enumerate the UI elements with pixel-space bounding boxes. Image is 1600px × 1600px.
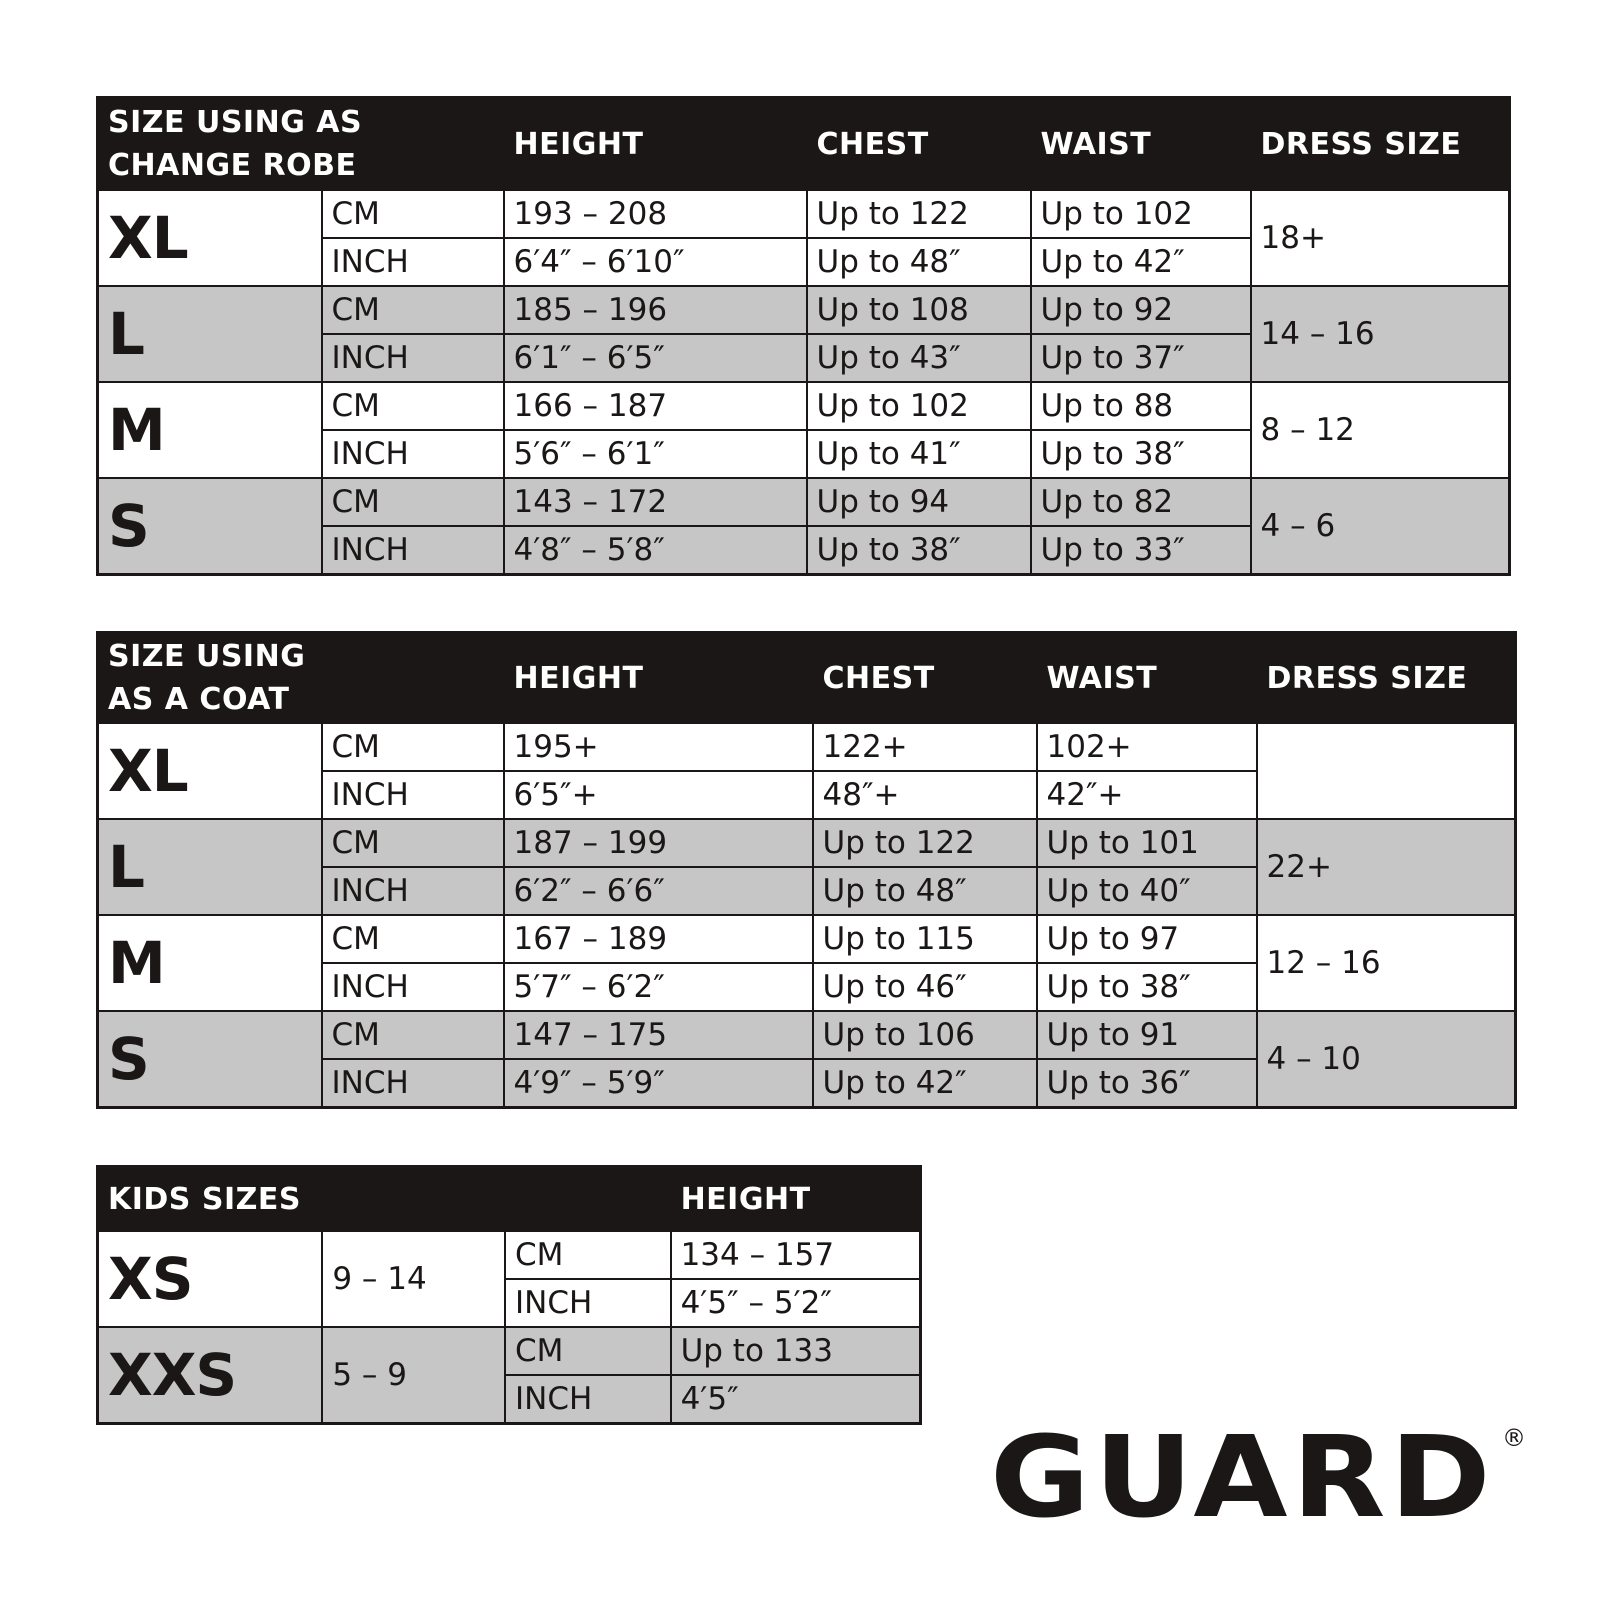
height-cell: 187 – 199 xyxy=(504,819,813,867)
robe-chest-header: CHEST xyxy=(807,98,1031,191)
height-cell: 167 – 189 xyxy=(504,915,813,963)
dress-size-cell: 22+ xyxy=(1257,819,1516,915)
coat-waist-header: WAIST xyxy=(1037,633,1257,724)
kids-unit-header xyxy=(505,1167,671,1232)
height-cell: 166 – 187 xyxy=(504,382,807,430)
table-row xyxy=(98,478,1510,526)
waist-cell: Up to 36″ xyxy=(1037,1059,1257,1108)
kids-sizes-header: KIDS SIZES xyxy=(98,1167,505,1232)
coat-height-header: HEIGHT xyxy=(504,633,813,724)
size-label: XXS xyxy=(98,1327,323,1424)
height-cell: 6′5″+ xyxy=(504,771,813,819)
size-label: XL xyxy=(98,723,322,819)
unit-cell: INCH xyxy=(322,1059,504,1108)
table-header-row xyxy=(98,98,1510,191)
age-cell: 5 – 9 xyxy=(322,1327,505,1424)
chest-cell: Up to 38″ xyxy=(807,526,1031,575)
height-cell: 6′1″ – 6′5″ xyxy=(504,334,807,382)
size-label: XL xyxy=(98,190,322,286)
waist-cell: Up to 97 xyxy=(1037,915,1257,963)
height-cell: 6′2″ – 6′6″ xyxy=(504,867,813,915)
waist-cell: Up to 88 xyxy=(1031,382,1251,430)
unit-cell: INCH xyxy=(322,867,504,915)
size-label: M xyxy=(98,382,322,478)
size-label: L xyxy=(98,819,322,915)
waist-cell: Up to 40″ xyxy=(1037,867,1257,915)
table-row xyxy=(98,915,1516,963)
unit-cell: CM xyxy=(505,1231,671,1279)
table-header-row xyxy=(98,633,1516,724)
guard-logo xyxy=(990,1420,1530,1530)
chest-cell: Up to 42″ xyxy=(813,1059,1037,1108)
age-cell: 9 – 14 xyxy=(322,1231,505,1327)
chest-cell: 48″+ xyxy=(813,771,1037,819)
waist-cell: Up to 37″ xyxy=(1031,334,1251,382)
height-cell: 6′4″ – 6′10″ xyxy=(504,238,807,286)
unit-cell: CM xyxy=(322,382,504,430)
unit-cell: CM xyxy=(322,915,504,963)
height-cell: 193 – 208 xyxy=(504,190,807,238)
waist-cell: 42″+ xyxy=(1037,771,1257,819)
unit-cell: CM xyxy=(322,819,504,867)
unit-cell: INCH xyxy=(322,771,504,819)
dress-size-cell: 8 – 12 xyxy=(1251,382,1510,478)
logo-wordmark: GUARD xyxy=(990,1420,1495,1530)
robe-dress-size-header: DRESS SIZE xyxy=(1251,98,1510,191)
dress-size-cell: 18+ xyxy=(1251,190,1510,286)
unit-cell: INCH xyxy=(322,526,504,575)
waist-cell: Up to 92 xyxy=(1031,286,1251,334)
table-row xyxy=(98,382,1510,430)
size-label: M xyxy=(98,915,322,1011)
unit-cell: CM xyxy=(322,286,504,334)
chest-cell: Up to 122 xyxy=(813,819,1037,867)
height-cell: 4′5″ – 5′2″ xyxy=(671,1279,921,1327)
unit-cell: INCH xyxy=(322,238,504,286)
height-cell: 4′9″ – 5′9″ xyxy=(504,1059,813,1108)
height-cell: 195+ xyxy=(504,723,813,771)
chest-cell: Up to 102 xyxy=(807,382,1031,430)
chest-cell: Up to 46″ xyxy=(813,963,1037,1011)
unit-cell: CM xyxy=(322,478,504,526)
table-row xyxy=(98,1327,921,1375)
size-label: S xyxy=(98,1011,322,1108)
unit-cell: CM xyxy=(322,1011,504,1059)
waist-cell: Up to 33″ xyxy=(1031,526,1251,575)
size-label: S xyxy=(98,478,322,575)
chest-cell: Up to 41″ xyxy=(807,430,1031,478)
waist-cell: 102+ xyxy=(1037,723,1257,771)
chest-cell: Up to 43″ xyxy=(807,334,1031,382)
height-cell: 134 – 157 xyxy=(671,1231,921,1279)
unit-cell: INCH xyxy=(322,430,504,478)
unit-cell: INCH xyxy=(322,334,504,382)
dress-size-cell: 4 – 6 xyxy=(1251,478,1510,575)
waist-cell: Up to 102 xyxy=(1031,190,1251,238)
height-cell: 5′7″ – 6′2″ xyxy=(504,963,813,1011)
chest-cell: Up to 94 xyxy=(807,478,1031,526)
dress-size-cell xyxy=(1257,723,1516,819)
unit-cell: CM xyxy=(505,1327,671,1375)
robe-height-header: HEIGHT xyxy=(504,98,807,191)
dress-size-cell: 12 – 16 xyxy=(1257,915,1516,1011)
height-cell: 5′6″ – 6′1″ xyxy=(504,430,807,478)
waist-cell: Up to 38″ xyxy=(1031,430,1251,478)
chest-cell: Up to 48″ xyxy=(813,867,1037,915)
chest-cell: Up to 48″ xyxy=(807,238,1031,286)
height-cell: Up to 133 xyxy=(671,1327,921,1375)
size-label: L xyxy=(98,286,322,382)
table-row xyxy=(98,190,1510,238)
waist-cell: Up to 101 xyxy=(1037,819,1257,867)
unit-cell: INCH xyxy=(505,1279,671,1327)
dress-size-cell: 14 – 16 xyxy=(1251,286,1510,382)
robe-waist-header: WAIST xyxy=(1031,98,1251,191)
size-label: XS xyxy=(98,1231,323,1327)
table-row xyxy=(98,723,1516,771)
height-cell: 4′8″ – 5′8″ xyxy=(504,526,807,575)
table-header-row xyxy=(98,1167,921,1232)
height-cell: 143 – 172 xyxy=(504,478,807,526)
chest-cell: 122+ xyxy=(813,723,1037,771)
chest-cell: Up to 115 xyxy=(813,915,1037,963)
registered-mark: ® xyxy=(1502,1424,1526,1452)
chest-cell: Up to 108 xyxy=(807,286,1031,334)
unit-cell: CM xyxy=(322,190,504,238)
coat-size-header: SIZE USING AS A COAT xyxy=(98,633,504,724)
waist-cell: Up to 82 xyxy=(1031,478,1251,526)
coat-dress-size-header: DRESS SIZE xyxy=(1257,633,1516,724)
waist-cell: Up to 91 xyxy=(1037,1011,1257,1059)
dress-size-cell: 4 – 10 xyxy=(1257,1011,1516,1108)
unit-cell: INCH xyxy=(505,1375,671,1424)
height-cell: 147 – 175 xyxy=(504,1011,813,1059)
coat-size-table xyxy=(96,631,1517,1109)
table-row xyxy=(98,286,1510,334)
waist-cell: Up to 38″ xyxy=(1037,963,1257,1011)
unit-cell: CM xyxy=(322,723,504,771)
chest-cell: Up to 106 xyxy=(813,1011,1037,1059)
kids-size-table xyxy=(96,1165,922,1425)
waist-cell: Up to 42″ xyxy=(1031,238,1251,286)
coat-chest-header: CHEST xyxy=(813,633,1037,724)
table-row xyxy=(98,1231,921,1279)
change-robe-size-table xyxy=(96,96,1511,576)
table-row xyxy=(98,819,1516,867)
height-cell: 185 – 196 xyxy=(504,286,807,334)
unit-cell: INCH xyxy=(322,963,504,1011)
kids-height-header: HEIGHT xyxy=(671,1167,921,1232)
chest-cell: Up to 122 xyxy=(807,190,1031,238)
height-cell: 4′5″ xyxy=(671,1375,921,1424)
robe-size-header: SIZE USING AS CHANGE ROBE xyxy=(98,98,504,191)
table-row xyxy=(98,1011,1516,1059)
